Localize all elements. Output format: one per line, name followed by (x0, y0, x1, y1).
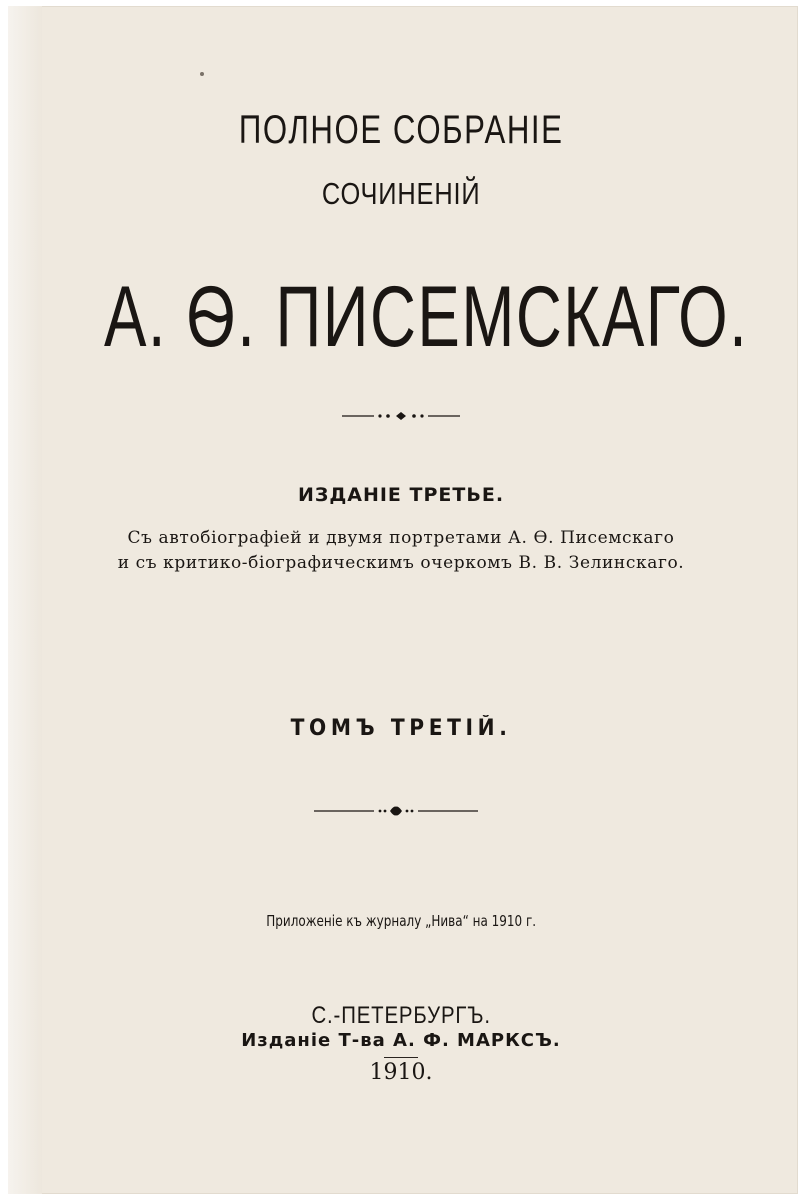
series-title: ПОЛНОЕ СОБРАНІЕ (238, 108, 564, 152)
year-divider (384, 1057, 418, 1058)
series-subtitle: СОЧИНЕНІЙ (321, 176, 481, 211)
journal-supplement-note: Приложеніе къ журналу „Нива“ на 1910 г. (266, 912, 537, 930)
fleuron-rule-ornament-icon (312, 801, 480, 821)
volume-label: ТОМЪ ТРЕТІЙ. (290, 716, 512, 741)
description-line-1: Съ автобіографіей и двумя портретами А. Ѳ. Писемскаго (127, 528, 675, 548)
author-name: А. Ѳ. ПИСЕМСКАГО. (104, 269, 749, 365)
edition-label: ИЗДАНІЕ ТРЕТЬЕ. (297, 484, 505, 506)
publication-year: 1910. (369, 1060, 433, 1085)
dotted-rule-ornament-icon (340, 409, 462, 423)
page-binding-edge (8, 6, 42, 1194)
description-line-2: и съ критико-біографическимъ очеркомъ В. В. Зелинскаго. (117, 553, 685, 573)
publication-city: С.-ПЕТЕРБУРГЪ. (311, 1002, 491, 1029)
publisher-name: Изданіе Т-ва А. Ф. МАРКСЪ. (241, 1030, 561, 1051)
paper-speck (200, 72, 204, 76)
